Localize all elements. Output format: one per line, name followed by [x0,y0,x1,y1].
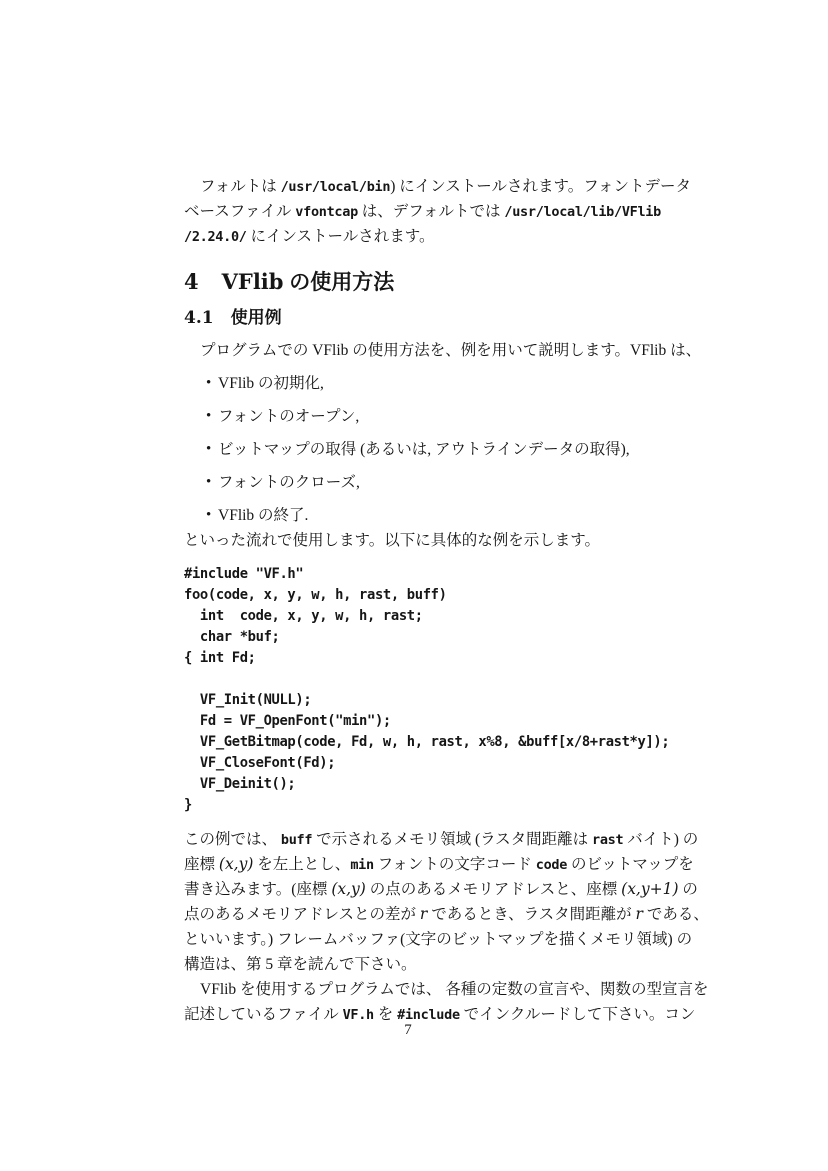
install-paragraph [184,174,691,249]
section-title: の使用方法 [283,271,395,294]
text-run: を左上とし、 [253,856,351,873]
list-item-label: フォントのオープン, [218,408,360,425]
math-var: (x,y) [331,880,366,898]
section-title-latin: VFlib [221,269,284,294]
text-run: ベースファイル [184,203,296,220]
inline-code: /usr/local/lib/VFlib [504,204,661,220]
bullet-icon: • [206,507,212,523]
code-line: Fd = VF_OpenFont("min"); [184,713,391,729]
list-item [184,406,646,428]
text-run: 記述しているファイル [184,1006,343,1023]
text-run: この例では、 [184,831,281,848]
text-line [184,199,661,224]
text-run: にインストールされます。 [246,228,435,245]
text-run: といった流れで使用します。以下に具体的な例を示します。 [184,532,601,549]
inline-code: code [535,857,568,873]
text-run: であるとき、ラスタ間距離が [427,906,636,923]
code-line: } [184,797,192,813]
subsection-number: 4.1 [184,308,214,328]
text-run: 構造は、第 5 章を読んで下さい。 [184,956,417,973]
text-run: でインクルードして下さい。コン [459,1006,696,1023]
math-var: (x,y) [218,855,254,873]
bullet-icon: • [206,441,212,457]
text-line [184,852,694,877]
code-line: { int Fd; [184,650,256,666]
text-line [184,877,698,902]
inline-code: /2.24.0/ [184,229,247,245]
inline-code: buff [280,832,313,848]
text-line [184,827,699,852]
code-line: int code, x, y, w, h, rast; [184,608,423,624]
text-line [184,224,646,249]
inline-code: /usr/local/bin [280,179,391,195]
usage-steps-list [184,373,646,538]
text-run: 座標 [184,856,219,873]
text-line [184,977,709,1002]
text-line [184,174,691,199]
inline-code: min [350,857,374,873]
section-heading [184,268,646,297]
code-sample [184,564,670,816]
list-item [184,373,646,395]
text-run: といいます。) フレームバッファ(文字のビットマップを描くメモリ領域) の [184,931,693,948]
text-run: を [373,1006,398,1023]
bullet-icon: • [206,474,212,490]
code-line: VF_Init(NULL); [184,692,312,708]
text-line [184,528,646,553]
text-line [184,338,702,363]
list-item [184,472,646,494]
inline-code: vfontcap [295,204,358,220]
subsection-heading [184,306,646,330]
list-item-label: VFlib の終了. [218,507,309,524]
bullet-icon: • [206,375,212,391]
code-line: VF_Deinit(); [184,776,296,792]
text-run: の点のあるメモリアドレスと、座標 [365,881,622,898]
section-number: 4 [184,269,199,294]
code-line: VF_GetBitmap(code, Fd, w, h, rast, x%8, &buff[x/8+rast*y]); [184,734,670,750]
text-run: フォントの文字コード [373,856,536,873]
text-run: のビットマップを [567,856,694,873]
text-run: バイト) の [623,831,699,848]
text-run: は、デフォルトでは [357,203,505,220]
list-item [184,439,646,461]
text-line [184,952,646,977]
flow-sentence [184,528,646,553]
list-item-label: フォントのクローズ, [218,474,360,491]
text-run: ) にインストールされます。フォントデータ [390,178,691,195]
math-var: (x,y+1) [621,880,679,898]
text-run: である、 [642,906,709,923]
text-line [184,902,709,927]
list-item-label: VFlib の初期化, [218,375,324,392]
page-number: 7 [404,1022,412,1038]
bullet-icon: • [206,408,212,424]
list-item-label: ビットマップの取得 (あるいは, アウトラインデータの取得), [218,441,630,458]
text-run: フォルトは [200,178,281,195]
list-item [184,505,646,527]
text-run: の [678,881,698,898]
text-line [184,927,693,952]
math-var: r [419,905,428,923]
math-var: r [635,905,643,923]
code-line: #include "VF.h" [184,566,304,582]
explanation-paragraph [184,827,709,1027]
code-line: char *buf; [184,629,280,645]
code-line: VF_CloseFont(Fd); [184,755,336,771]
text-run: VFlib を使用するプログラムでは、 各種の定数の宣言や、関数の型宣言を [200,981,709,998]
subsection-title: 使用例 [230,308,282,327]
text-run: プログラムでの VFlib の使用方法を、例を用いて説明します。VFlib は、 [200,342,702,359]
inline-code: #include [397,1007,460,1023]
text-run: で示されるメモリ領域 (ラスタ間距離は [312,831,593,848]
inline-code: VF.h [342,1007,374,1023]
code-line [184,669,646,690]
code-line: foo(code, x, y, w, h, rast, buff) [184,587,447,603]
text-run: 書き込みます。(座標 [184,881,332,898]
usage-intro [184,338,702,363]
inline-code: rast [592,832,624,848]
text-run: 点のあるメモリアドレスとの差が [184,906,420,923]
